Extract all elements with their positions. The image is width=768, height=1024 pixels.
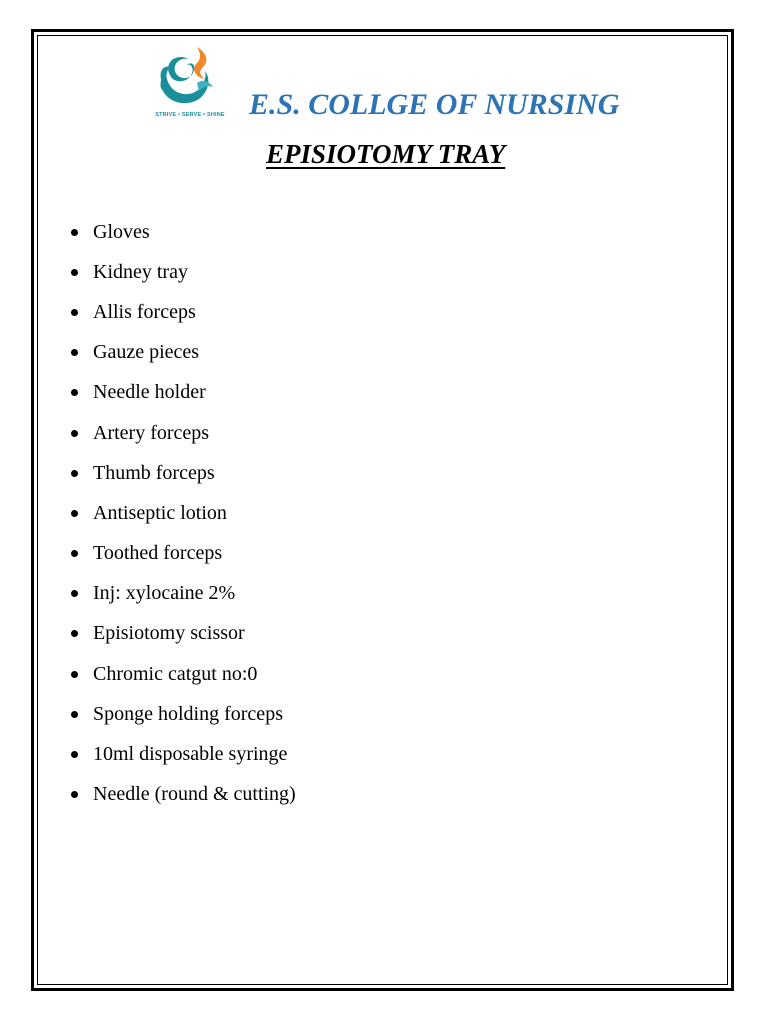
- bullet-icon: [71, 671, 78, 678]
- bullet-icon: [71, 430, 78, 437]
- logo-graphic: [147, 43, 233, 113]
- list-item: [71, 694, 296, 734]
- list-item-label: Toothed forceps: [93, 542, 223, 565]
- list-item-label: Episiotomy scissor: [93, 622, 245, 645]
- list-item: [71, 775, 296, 815]
- college-name: E.S. COLLGE OF NURSING: [249, 88, 620, 121]
- list-item: [71, 734, 296, 774]
- list-item-label: Inj: xylocaine 2%: [93, 582, 236, 605]
- list-item-label: Antiseptic lotion: [93, 501, 227, 524]
- list-item-label: Needle holder: [93, 381, 206, 404]
- list-item-label: Kidney tray: [93, 260, 188, 283]
- college-logo-icon: [147, 43, 233, 125]
- list-item: [71, 413, 296, 453]
- bullet-icon: [71, 229, 78, 236]
- list-item: [71, 292, 296, 332]
- list-item: [71, 654, 296, 694]
- list-item: [71, 333, 296, 373]
- list-item-label: 10ml disposable syringe: [93, 743, 288, 766]
- list-item: [71, 574, 296, 614]
- list-item-label: Needle (round & cutting): [93, 783, 296, 806]
- list-item-label: Thumb forceps: [93, 461, 215, 484]
- list-item: [71, 252, 296, 292]
- bullet-icon: [71, 791, 78, 798]
- list-item: [71, 212, 296, 252]
- bullet-icon: [71, 711, 78, 718]
- list-item: [71, 453, 296, 493]
- bullet-icon: [71, 630, 78, 637]
- bullet-icon: [71, 349, 78, 356]
- bullet-icon: [71, 309, 78, 316]
- list-item: [71, 493, 296, 533]
- list-item: [71, 373, 296, 413]
- bullet-icon: [71, 590, 78, 597]
- list-item-label: Gloves: [93, 220, 150, 243]
- bullet-icon: [71, 510, 78, 517]
- logo-tagline: STRIVE • SERVE • SHINE: [155, 112, 225, 118]
- list-item-label: Allis forceps: [93, 300, 196, 323]
- bullet-icon: [71, 470, 78, 477]
- list-item-label: Artery forceps: [93, 421, 210, 444]
- bullet-icon: [71, 389, 78, 396]
- list-item-label: Sponge holding forceps: [93, 702, 283, 725]
- list-item: [71, 614, 296, 654]
- bullet-icon: [71, 269, 78, 276]
- list-item-label: Chromic catgut no:0: [93, 662, 258, 685]
- bullet-icon: [71, 550, 78, 557]
- list-item-label: Gauze pieces: [93, 341, 200, 364]
- page-title: EPISIOTOMY TRAY: [266, 139, 506, 169]
- equipment-list: [71, 212, 296, 815]
- bullet-icon: [71, 751, 78, 758]
- list-item: [71, 534, 296, 574]
